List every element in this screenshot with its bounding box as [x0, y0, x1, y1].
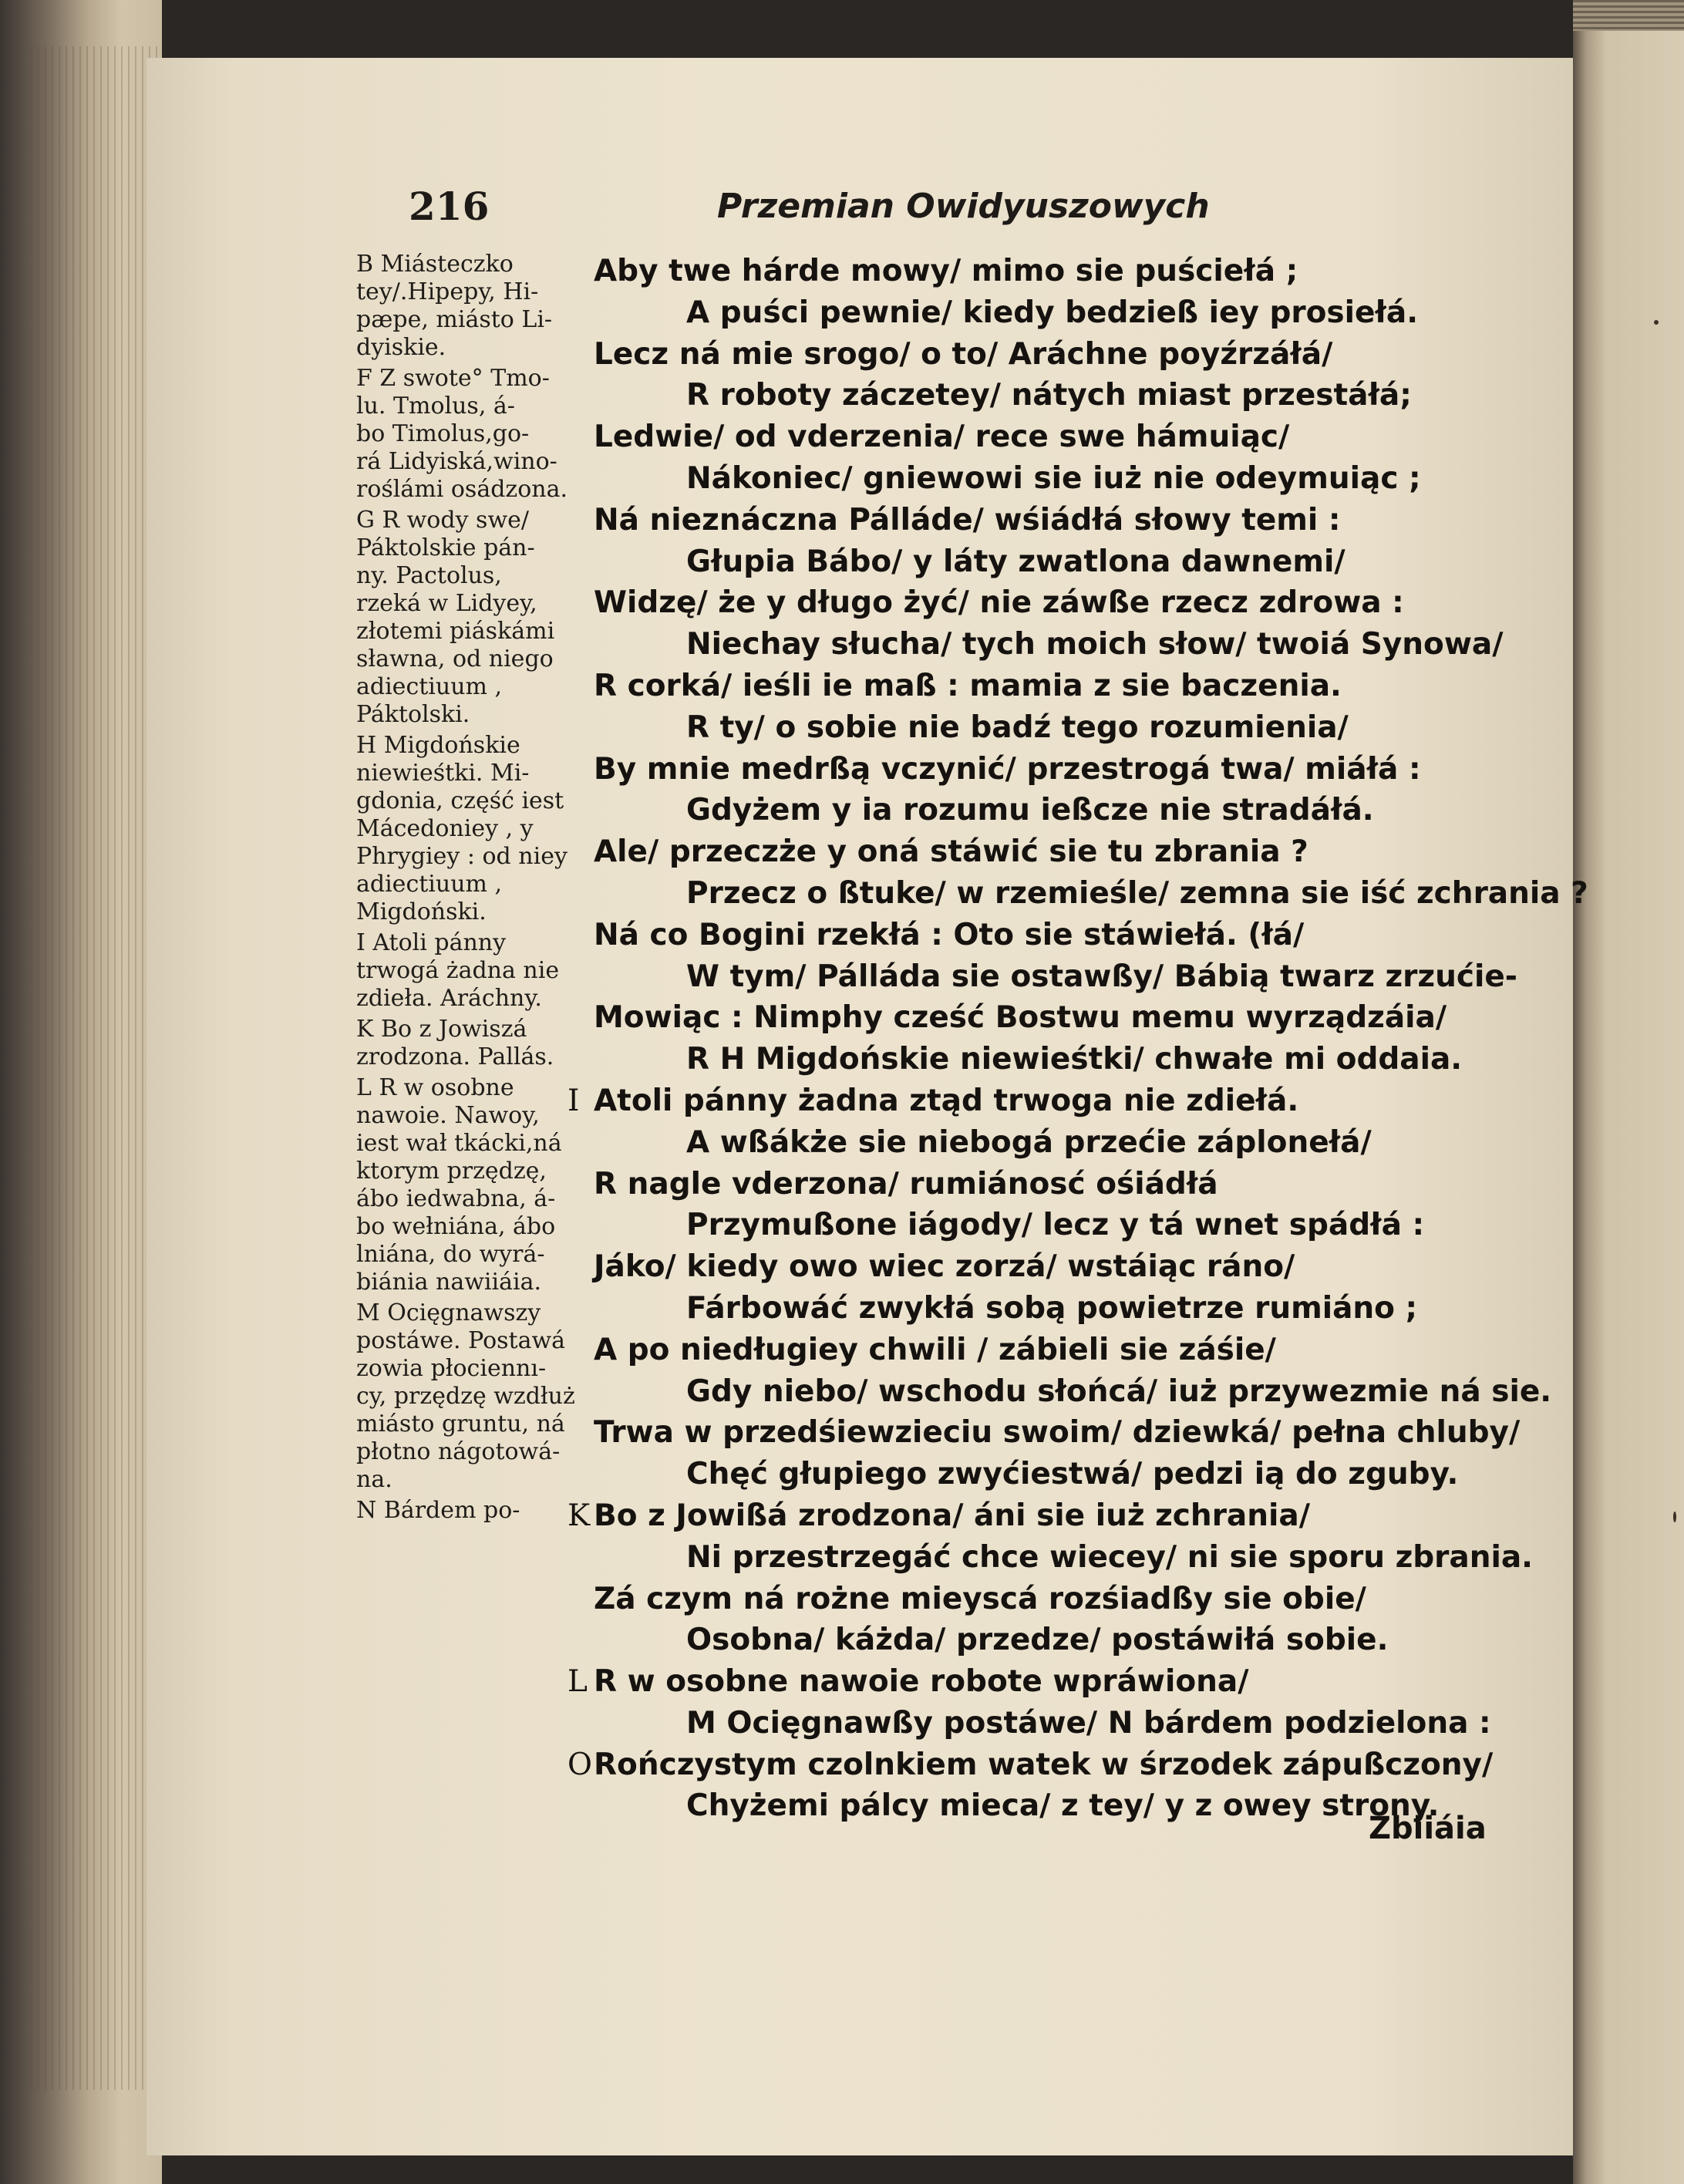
- margin-note-line: Phrygiey : od niey: [356, 843, 568, 870]
- verse-line: [594, 956, 1527, 998]
- margin-note-line: postáwe. Postawá: [356, 1327, 566, 1354]
- verse-line: [594, 790, 1527, 831]
- verse-line-text: Aby twe hárde mowy/ mimo sie puściełá ;: [594, 254, 1298, 288]
- margin-note-line: adiectiuum ,: [356, 673, 503, 700]
- page-header: [409, 184, 1411, 238]
- margin-note-line: sławna, od niego: [356, 645, 554, 672]
- verse-line-text: R ty/ o sobie nie badź tego rozumienia/: [686, 709, 1349, 745]
- verse-line: [594, 1579, 1527, 1620]
- margin-note-line: F Z swote° Tmo-: [356, 365, 550, 392]
- verse-line-text: Głupia Bábo/ y láty zwatlona dawnemi/: [686, 544, 1346, 579]
- margin-note: [356, 507, 607, 729]
- verse-line: [594, 1619, 1527, 1661]
- note-reference-letter: I: [568, 1083, 580, 1118]
- verse-line: [594, 251, 1527, 292]
- verse-line: [594, 1164, 1527, 1205]
- margin-note-line: rzeká w Lidyey,: [356, 590, 537, 617]
- verse-line: [594, 1288, 1527, 1330]
- ink-speck: [1654, 320, 1659, 325]
- verse-line: [594, 1205, 1527, 1246]
- margin-note-line: zrodzona. Pallás.: [356, 1043, 554, 1070]
- verse-line-text: R H Migdońskie niewieśtki/ chwałe mi oddaia.: [686, 1042, 1463, 1077]
- margin-note-line: rá Lidyiská,wino-: [356, 448, 557, 475]
- verse-line-text: Gdy niebo/ wschodu słońcá/ iuż przywezmie ná sie.: [686, 1373, 1552, 1409]
- margin-note-line: zowia płociennı-: [356, 1355, 547, 1382]
- verse-line-text: Rończystym czolnkiem watek w śrzodek zápußczony/: [594, 1747, 1494, 1782]
- verse-line-text: Atoli pánny żadna ztąd trwoga nie zdiełá.: [594, 1083, 1299, 1118]
- margin-note: [356, 929, 607, 1013]
- margin-note-line: iest wał tkácki,ná: [356, 1130, 562, 1157]
- margin-note-line: tey/.Hipepy, Hi-: [356, 278, 539, 305]
- ink-speck: [1673, 1512, 1676, 1522]
- margin-note-line: Mácedoniey , y: [356, 815, 534, 842]
- verse-line-text: Gdyżem y ia rozumu ießcze nie stradáłá.: [686, 793, 1374, 828]
- verse-line-text: Chyżemi pálcy mieca/ z tey/ y z owey strony.: [686, 1788, 1440, 1824]
- verse-line-text: Trwa w przedśiewzieciu swoim/ dziewká/ pełna chluby/: [594, 1415, 1521, 1451]
- verse-line: [594, 1537, 1533, 1579]
- margin-note-line: I Atoli pánny: [356, 929, 507, 956]
- verse-line-text: A puści pewnie/ kiedy bedzieß iey prosiełá.: [686, 295, 1419, 330]
- verse-line-text: Ná nieznáczna Pálláde/ wśiádłá słowy temi :: [594, 502, 1341, 538]
- margin-notes-column: [356, 251, 607, 1525]
- verse-line-text: R corká/ ieśli ie maß : mamia z sie baczenia.: [594, 668, 1342, 703]
- margin-note-line: H Migdońskie: [356, 732, 520, 759]
- verse-line: [594, 1412, 1527, 1454]
- verse-line-text: Ledwie/ od vderzenia/ rece swe hámuiąc/: [594, 420, 1290, 455]
- verse-line-text: Nákoniec/ gniewowi sie iuż nie odeymuiąc ;: [686, 460, 1421, 496]
- running-title: Przemian Owidyuszowych: [717, 187, 1210, 226]
- margin-note-line: biánia nawiiáia.: [356, 1269, 541, 1296]
- verse-line-text: Widzę/ że y długo żyć/ nie záwße rzecz zdrowa :: [594, 585, 1404, 621]
- verse-line: [594, 624, 1527, 666]
- verse-line: [594, 416, 1527, 458]
- margin-note-line: Páktolski.: [356, 701, 470, 728]
- verse-line: [594, 831, 1527, 873]
- verse-line-text: A wßákże sie niebogá przećie záplonełá/: [686, 1124, 1372, 1160]
- verse-line-text: Ni przestrzegáć chce wiecey/ ni sie sporu zbrania.: [686, 1539, 1533, 1575]
- verse-line: [568, 1080, 1527, 1122]
- margin-note-line: M Ocięgnawszy: [356, 1299, 541, 1326]
- margin-note-line: roślámi osádzona.: [356, 476, 568, 503]
- margin-note-line: płotno nágotowá-: [356, 1438, 561, 1465]
- margin-note-line: na.: [356, 1466, 392, 1493]
- margin-note-line: bo Timolus,go-: [356, 420, 530, 447]
- verse-text-block: [568, 251, 1588, 1827]
- facing-page-edge: [1573, 31, 1684, 2184]
- margin-note-line: cy, przędzę wzdłuż: [356, 1383, 575, 1410]
- verse-line-text: Ná co Bogini rzekłá : Oto sie stáwiełá. (łá/: [594, 917, 1305, 952]
- verse-line: [568, 1661, 1527, 1703]
- verse-line: [594, 541, 1527, 583]
- verse-line-text: W tym/ Pálláda sie ostawßy/ Bábią twarz zrzućie-: [686, 959, 1517, 994]
- margin-note-line: Migdoński.: [356, 898, 487, 925]
- verse-line: [594, 1703, 1527, 1744]
- verse-line-text: A po niedługiey chwili / zábieli sie záśie/: [594, 1332, 1276, 1367]
- verse-line-text: Chęć głupiego zwyćiestwá/ pedzi ią do zguby.: [686, 1457, 1459, 1492]
- verse-line: [594, 707, 1527, 749]
- margin-note-line: Páktolskie pán-: [356, 534, 535, 561]
- verse-line-text: Lecz ná mie srogo/ o to/ Aráchne poyźrzáłá/: [594, 336, 1333, 372]
- margin-note-line: nawoie. Nawoy,: [356, 1102, 540, 1129]
- verse-line: [594, 375, 1527, 416]
- note-reference-letter: K: [568, 1498, 591, 1533]
- margin-note-line: K Bo z Jowiszá: [356, 1016, 527, 1043]
- verse-line-text: Mowiąc : Nimphy cześć Bostwu memu wyrządzáia/: [594, 1000, 1447, 1036]
- margin-note: [356, 1016, 607, 1071]
- margin-note-line: miásto gruntu, ná: [356, 1410, 565, 1437]
- verse-line-text: R roboty záczetey/ nátych miast przestáłá;: [686, 378, 1412, 413]
- verse-line-text: Przymußone iágody/ lecz y tá wnet spádłá :: [686, 1208, 1425, 1243]
- verse-line-text: Bo z Jowißá zrodzona/ áni sie iuż zchrania/: [594, 1498, 1310, 1533]
- verse-line: [594, 292, 1527, 334]
- verse-line-text: Ale/ przeczże y oná stáwić sie tu zbrania ?: [594, 834, 1308, 870]
- verse-line: [594, 1330, 1527, 1371]
- verse-line: [594, 915, 1527, 956]
- note-reference-letter: O: [568, 1747, 592, 1782]
- page-stack-edges: [31, 46, 162, 2090]
- verse-line-text: Zá czym ná rożne mieyscá rozśiadßy sie obie/: [594, 1581, 1366, 1616]
- verse-line-text: Osobna/ káżda/ przedze/ postáwiłá sobie.: [686, 1623, 1389, 1658]
- margin-note-line: B Miásteczko: [356, 251, 514, 278]
- catchword: Zbiiáia: [1369, 1811, 1487, 1846]
- verse-line: [594, 334, 1527, 376]
- margin-note-line: N Bárdem po-: [356, 1497, 520, 1524]
- note-reference-letter: L: [568, 1664, 588, 1700]
- verse-line: [594, 997, 1527, 1039]
- margin-note-line: bo wełniána, ábo: [356, 1213, 556, 1240]
- verse-line-text: By mnie medrßą vczynić/ przestrogá twa/ miáłá :: [594, 751, 1421, 787]
- verse-line: [594, 749, 1527, 790]
- margin-note-line: ktorym przędzę,: [356, 1158, 547, 1185]
- margin-note: [356, 732, 607, 926]
- verse-line-text: R w osobne nawoie robote wpráwiona/: [594, 1664, 1249, 1700]
- margin-note-line: G R wody swe/: [356, 507, 529, 534]
- margin-note-line: lniána, do wyrá-: [356, 1241, 545, 1268]
- verse-line: [594, 1039, 1527, 1080]
- verse-line: [594, 458, 1527, 500]
- margin-note-line: złotemi piáskámi: [356, 618, 555, 645]
- verse-line: [594, 500, 1527, 541]
- margin-note-line: pæpe, miásto Li-: [356, 306, 553, 333]
- margin-note: [356, 251, 607, 362]
- verse-line: [594, 582, 1527, 624]
- verse-line-text: M Ocięgnawßy postáwe/ N bárdem podzielona :: [686, 1705, 1491, 1741]
- verse-line-text: Jáko/ kiedy owo wiec zorzá/ wstáiąc ráno/: [594, 1249, 1295, 1285]
- verse-line: [594, 1246, 1527, 1288]
- verse-line: [594, 1122, 1527, 1164]
- margin-note-line: zdieła. Aráchny.: [356, 985, 542, 1012]
- margin-note-line: ábo iedwabna, á-: [356, 1185, 556, 1212]
- verse-line-text: R nagle vderzona/ rumiánosć ośiádłá: [594, 1166, 1218, 1202]
- margin-note-line: L R w osobne: [356, 1074, 514, 1101]
- margin-note-line: niewieśtki. Mi-: [356, 760, 530, 787]
- margin-note-line: adiectiuum ,: [356, 871, 503, 898]
- margin-note: [356, 1299, 607, 1494]
- verse-line: [594, 873, 1588, 915]
- margin-note: [356, 365, 607, 504]
- margin-note-line: ny. Pactolus,: [356, 562, 502, 589]
- page-number: 216: [409, 184, 490, 229]
- verse-line: [594, 1371, 1552, 1413]
- verse-line: [594, 1454, 1527, 1495]
- verse-line: [594, 666, 1527, 707]
- verse-line: [568, 1495, 1527, 1537]
- margin-note-line: gdonia, część iest: [356, 787, 564, 814]
- margin-note-line: lu. Tmolus, á-: [356, 393, 515, 420]
- verse-line-text: Przecz o ßtuke/ w rzemieśle/ zemna sie iść zchrania ?: [686, 875, 1588, 911]
- margin-note-line: trwogá żadna nie: [356, 957, 560, 984]
- verse-line: [568, 1744, 1527, 1786]
- verse-line-text: Niechay słucha/ tych moich słow/ twoiá Synowa/: [686, 627, 1504, 662]
- verse-line-text: Fárbowáć zwykłá sobą powietrze rumiáno ;: [686, 1290, 1418, 1326]
- margin-note-line: dyiskie.: [356, 334, 446, 361]
